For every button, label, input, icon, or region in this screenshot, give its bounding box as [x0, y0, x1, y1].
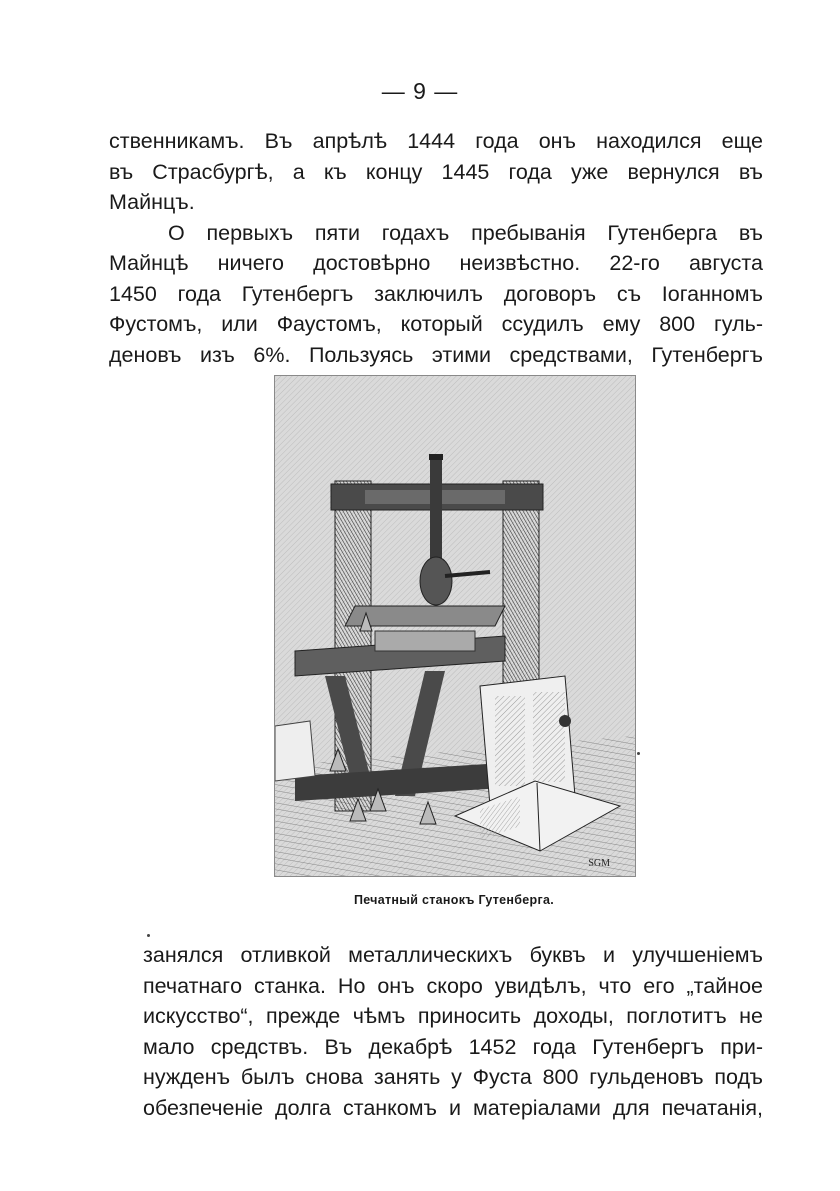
print-speck [637, 752, 640, 755]
text-line: Майнцъ. [109, 190, 195, 214]
print-speck [147, 934, 150, 937]
text-line: искусство“, прежде чѣмъ приносить доходы, поглотитъ не [143, 1004, 763, 1028]
text-line: мало средствъ. Въ декабрѣ 1452 года Гутенбергъ при- [143, 1034, 763, 1059]
text-block-bottom [143, 940, 763, 1123]
text-line: ственникамъ. Въ апрѣлѣ 1444 года онъ находился еще [109, 129, 763, 153]
text-line: нужденъ былъ снова занять у Фуста 800 гульденовъ подъ [143, 1065, 763, 1089]
text-line: занялся отливкой металлическихъ буквъ и улучшеніемъ [143, 943, 763, 967]
text-line: О первыхъ пяти годахъ пребыванія Гутенберга въ [168, 220, 763, 245]
text-line: деновъ изъ 6%. Пользуясь этими средствами, Гутенбергъ [109, 342, 763, 367]
text-line: 1450 года Гутенбергъ заключилъ договоръ съ Іоганномъ [109, 281, 763, 306]
text-line: въ Страсбургѣ, а къ концу 1445 года уже вернулся въ [109, 159, 763, 184]
text-line: обезпеченіе долга станкомъ и матеріалами для печатанія, [143, 1095, 763, 1120]
text-line: Фустомъ, или Фаустомъ, который ссудилъ ему 800 гуль- [109, 312, 763, 336]
text-line: Майнцѣ ничего достовѣрно неизвѣстно. 22-го августа [109, 251, 763, 275]
engraver-signature: SGM [588, 858, 610, 869]
printing-press-engraving [275, 376, 635, 876]
page-number: — 9 — [381, 78, 459, 104]
printing-press-illustration [274, 375, 636, 877]
text-block-top [109, 126, 763, 370]
figure-caption: Печатный станокъ Гутенберга. [353, 893, 555, 907]
text-line: печатнагo станка. Но онъ скоро увидѣлъ, что его „тайное [143, 973, 763, 998]
